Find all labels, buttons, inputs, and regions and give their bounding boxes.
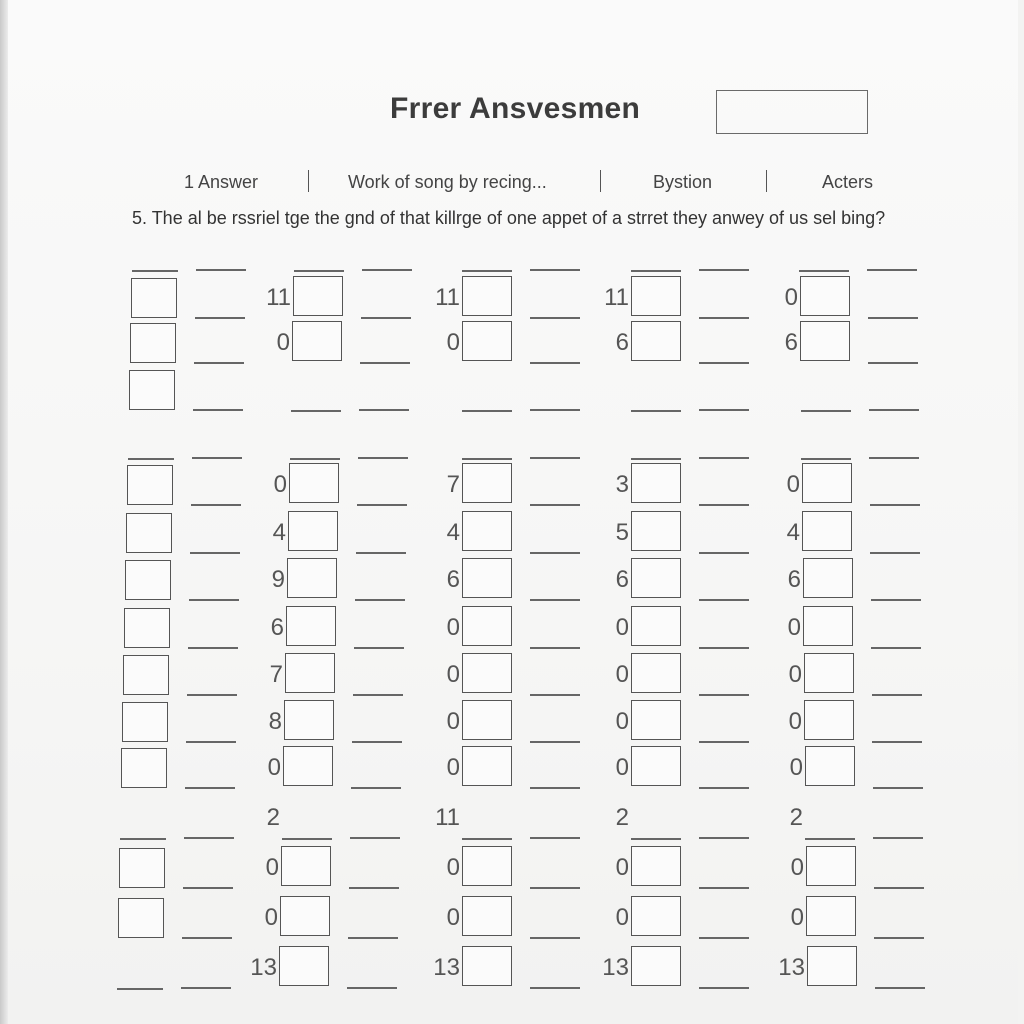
answer-line[interactable] xyxy=(360,362,410,364)
item-number: 0 xyxy=(446,904,460,931)
header-acters: Acters xyxy=(822,172,874,192)
answer-line[interactable] xyxy=(631,458,681,460)
answer-line[interactable] xyxy=(699,552,749,554)
answer-line[interactable] xyxy=(462,458,512,460)
answer-line[interactable] xyxy=(348,937,398,939)
answer-line[interactable] xyxy=(699,987,749,989)
item-number: 0 xyxy=(446,754,460,781)
item-number: 3 xyxy=(615,471,629,498)
item-number: 11 xyxy=(435,804,460,831)
answer-line[interactable] xyxy=(873,837,923,839)
answer-box[interactable] xyxy=(126,513,172,553)
answer-box[interactable] xyxy=(283,746,333,786)
answer-line[interactable] xyxy=(875,987,925,989)
answer-line[interactable] xyxy=(631,410,681,412)
answer-line[interactable] xyxy=(462,270,512,272)
answer-line[interactable] xyxy=(188,647,238,649)
worksheet-title: Frrer Ansvesmen xyxy=(390,92,641,125)
answer-box[interactable] xyxy=(804,653,854,693)
item-number: 0 xyxy=(615,754,629,781)
answer-line[interactable] xyxy=(530,457,580,459)
answer-box[interactable] xyxy=(631,746,681,786)
answer-line[interactable] xyxy=(871,599,921,601)
answer-box[interactable] xyxy=(631,276,681,316)
answer-box[interactable] xyxy=(462,606,512,646)
answer-line[interactable] xyxy=(530,317,580,319)
answer-box[interactable] xyxy=(631,846,681,886)
answer-line[interactable] xyxy=(699,317,749,319)
item-number: 0 xyxy=(446,661,460,688)
answer-line[interactable] xyxy=(699,409,749,411)
answer-line[interactable] xyxy=(867,269,917,271)
answer-box[interactable] xyxy=(292,321,342,361)
answer-line[interactable] xyxy=(872,694,922,696)
answer-line[interactable] xyxy=(350,837,400,839)
answer-box[interactable] xyxy=(631,896,681,936)
answer-box[interactable] xyxy=(631,653,681,693)
answer-box[interactable] xyxy=(631,606,681,646)
answer-line[interactable] xyxy=(120,838,166,840)
answer-box[interactable] xyxy=(287,558,337,598)
answer-box[interactable] xyxy=(130,323,176,363)
item-number: 0 xyxy=(790,854,804,881)
answer-line[interactable] xyxy=(349,887,399,889)
item-number: 6 xyxy=(615,329,629,356)
answer-box[interactable] xyxy=(118,898,164,938)
answer-line[interactable] xyxy=(183,887,233,889)
answer-line[interactable] xyxy=(699,887,749,889)
item-number: 0 xyxy=(267,754,281,781)
answer-box[interactable] xyxy=(462,896,512,936)
answer-box[interactable] xyxy=(122,702,168,742)
answer-line[interactable] xyxy=(871,647,921,649)
answer-line[interactable] xyxy=(631,270,681,272)
answer-line[interactable] xyxy=(874,887,924,889)
answer-line[interactable] xyxy=(181,987,231,989)
answer-line[interactable] xyxy=(699,787,749,789)
answer-line[interactable] xyxy=(352,741,402,743)
item-number: 0 xyxy=(790,904,804,931)
answer-line[interactable] xyxy=(462,410,512,412)
answer-box[interactable] xyxy=(131,278,177,318)
answer-line[interactable] xyxy=(699,937,749,939)
item-number: 0 xyxy=(276,329,290,356)
answer-box[interactable] xyxy=(124,608,170,648)
answer-line[interactable] xyxy=(868,362,918,364)
answer-box[interactable] xyxy=(631,463,681,503)
answer-box[interactable] xyxy=(631,511,681,551)
answer-line[interactable] xyxy=(355,599,405,601)
item-number: 2 xyxy=(789,804,803,831)
header-answer: 1 Answer xyxy=(184,172,259,192)
answer-line[interactable] xyxy=(530,504,580,506)
answer-box[interactable] xyxy=(631,558,681,598)
answer-box[interactable] xyxy=(289,463,339,503)
answer-line[interactable] xyxy=(869,457,919,459)
answer-box[interactable] xyxy=(806,896,856,936)
answer-line[interactable] xyxy=(530,694,580,696)
answer-line[interactable] xyxy=(530,599,580,601)
answer-line[interactable] xyxy=(291,410,341,412)
answer-box[interactable] xyxy=(121,748,167,788)
answer-box[interactable] xyxy=(802,511,852,551)
answer-line[interactable] xyxy=(361,317,411,319)
answer-line[interactable] xyxy=(530,552,580,554)
item-number: 0 xyxy=(786,471,800,498)
answer-line[interactable] xyxy=(799,270,849,272)
answer-line[interactable] xyxy=(282,838,332,840)
answer-box[interactable] xyxy=(631,700,681,740)
answer-line[interactable] xyxy=(132,270,178,272)
answer-box[interactable] xyxy=(286,606,336,646)
answer-box[interactable] xyxy=(802,463,852,503)
item-number: 0 xyxy=(273,471,287,498)
answer-box[interactable] xyxy=(806,846,856,886)
answer-box[interactable] xyxy=(462,746,512,786)
answer-box[interactable] xyxy=(631,321,681,361)
item-number: 0 xyxy=(615,614,629,641)
answer-line[interactable] xyxy=(530,987,580,989)
answer-line[interactable] xyxy=(699,599,749,601)
item-number: 0 xyxy=(788,708,802,735)
item-number: 9 xyxy=(271,566,285,593)
answer-line[interactable] xyxy=(194,362,244,364)
item-number: 0 xyxy=(787,614,801,641)
answer-box[interactable] xyxy=(462,700,512,740)
item-number: 11 xyxy=(604,284,629,311)
answer-line[interactable] xyxy=(869,409,919,411)
answer-line[interactable] xyxy=(530,269,580,271)
answer-line[interactable] xyxy=(347,987,397,989)
answer-line[interactable] xyxy=(872,741,922,743)
answer-line[interactable] xyxy=(196,269,246,271)
answer-box[interactable] xyxy=(123,655,169,695)
answer-line[interactable] xyxy=(868,317,918,319)
header-work: Work of song by recing... xyxy=(348,172,547,192)
answer-line[interactable] xyxy=(699,647,749,649)
answer-box[interactable] xyxy=(803,558,853,598)
answer-line[interactable] xyxy=(530,741,580,743)
item-number: 13 xyxy=(778,954,805,981)
answer-box[interactable] xyxy=(800,321,850,361)
answer-line[interactable] xyxy=(870,552,920,554)
item-number: 11 xyxy=(435,284,460,311)
answer-line[interactable] xyxy=(699,362,749,364)
item-number: 0 xyxy=(264,904,278,931)
answer-line[interactable] xyxy=(353,694,403,696)
answer-box[interactable] xyxy=(279,946,329,986)
item-number: 0 xyxy=(446,329,460,356)
answer-line[interactable] xyxy=(185,787,235,789)
answer-box[interactable] xyxy=(127,465,173,505)
answer-box[interactable] xyxy=(462,558,512,598)
answer-box[interactable] xyxy=(293,276,343,316)
answer-line[interactable] xyxy=(530,787,580,789)
item-number: 6 xyxy=(270,614,284,641)
answer-line[interactable] xyxy=(362,269,412,271)
item-number: 0 xyxy=(615,904,629,931)
answer-box[interactable] xyxy=(281,846,331,886)
answer-line[interactable] xyxy=(354,647,404,649)
answer-box[interactable] xyxy=(462,321,512,361)
answer-line[interactable] xyxy=(699,457,749,459)
answer-line[interactable] xyxy=(128,458,174,460)
answer-line[interactable] xyxy=(187,694,237,696)
answer-box[interactable] xyxy=(285,653,335,693)
item-number: 6 xyxy=(787,566,801,593)
answer-line[interactable] xyxy=(195,317,245,319)
answer-line[interactable] xyxy=(530,409,580,411)
answer-box[interactable] xyxy=(462,463,512,503)
answer-box[interactable] xyxy=(288,511,338,551)
item-number: 13 xyxy=(433,954,460,981)
answer-box[interactable] xyxy=(803,606,853,646)
item-number: 5 xyxy=(615,519,629,546)
answer-line[interactable] xyxy=(699,741,749,743)
item-number: 0 xyxy=(615,854,629,881)
answer-line[interactable] xyxy=(351,787,401,789)
item-number: 6 xyxy=(615,566,629,593)
item-number: 4 xyxy=(446,519,460,546)
answer-box[interactable] xyxy=(284,700,334,740)
answer-line[interactable] xyxy=(182,937,232,939)
item-number: 0 xyxy=(265,854,279,881)
answer-line[interactable] xyxy=(530,837,580,839)
item-number: 13 xyxy=(250,954,277,981)
item-number: 13 xyxy=(602,954,629,981)
answer-box[interactable] xyxy=(804,700,854,740)
answer-box[interactable] xyxy=(800,276,850,316)
answer-line[interactable] xyxy=(184,837,234,839)
item-number: 7 xyxy=(446,471,460,498)
answer-box[interactable] xyxy=(129,370,175,410)
item-number: 0 xyxy=(446,708,460,735)
header-bystion: Bystion xyxy=(653,172,713,192)
answer-line[interactable] xyxy=(189,599,239,601)
item-number: 0 xyxy=(446,854,460,881)
item-number: 0 xyxy=(615,661,629,688)
answer-box[interactable] xyxy=(805,746,855,786)
answer-line[interactable] xyxy=(874,937,924,939)
item-number: 0 xyxy=(784,284,798,311)
answer-line[interactable] xyxy=(530,647,580,649)
answer-line[interactable] xyxy=(801,410,851,412)
answer-line[interactable] xyxy=(117,988,163,990)
answer-line[interactable] xyxy=(193,409,243,411)
answer-line[interactable] xyxy=(699,269,749,271)
answer-box[interactable] xyxy=(807,946,857,986)
answer-line[interactable] xyxy=(356,552,406,554)
answer-box[interactable] xyxy=(631,946,681,986)
answer-box[interactable] xyxy=(462,653,512,693)
answer-line[interactable] xyxy=(191,504,241,506)
answer-box[interactable] xyxy=(462,511,512,551)
answer-line[interactable] xyxy=(631,838,681,840)
item-number: 7 xyxy=(269,661,283,688)
answer-line[interactable] xyxy=(801,458,851,460)
answer-box[interactable] xyxy=(462,946,512,986)
item-number: 6 xyxy=(784,329,798,356)
item-number: 0 xyxy=(788,661,802,688)
item-number: 4 xyxy=(272,519,286,546)
answer-box[interactable] xyxy=(119,848,165,888)
answer-box[interactable] xyxy=(462,846,512,886)
answer-line[interactable] xyxy=(873,787,923,789)
answer-line[interactable] xyxy=(699,504,749,506)
question-text: 5. The al be rssriel tge the gnd of that killrge of one appet of a strret they anwey of us sel bing? xyxy=(132,208,886,228)
answer-line[interactable] xyxy=(530,937,580,939)
answer-line[interactable] xyxy=(190,552,240,554)
item-number: 6 xyxy=(446,566,460,593)
item-number: 0 xyxy=(446,614,460,641)
answer-line[interactable] xyxy=(699,694,749,696)
answer-line[interactable] xyxy=(530,887,580,889)
answer-line[interactable] xyxy=(462,838,512,840)
answer-line[interactable] xyxy=(530,362,580,364)
answer-line[interactable] xyxy=(805,838,855,840)
item-number: 8 xyxy=(268,708,282,735)
answer-box[interactable] xyxy=(462,276,512,316)
answer-line[interactable] xyxy=(290,458,340,460)
item-number: 2 xyxy=(615,804,629,831)
answer-line[interactable] xyxy=(699,837,749,839)
item-number: 0 xyxy=(789,754,803,781)
item-number: 4 xyxy=(786,519,800,546)
answer-line[interactable] xyxy=(192,457,242,459)
answer-line[interactable] xyxy=(357,504,407,506)
answer-line[interactable] xyxy=(870,504,920,506)
answer-box[interactable] xyxy=(280,896,330,936)
item-number: 11 xyxy=(266,284,291,311)
item-number: 0 xyxy=(615,708,629,735)
answer-line[interactable] xyxy=(359,409,409,411)
answer-line[interactable] xyxy=(294,270,344,272)
answer-box[interactable] xyxy=(125,560,171,600)
answer-line[interactable] xyxy=(358,457,408,459)
answer-line[interactable] xyxy=(186,741,236,743)
item-number: 2 xyxy=(266,804,280,831)
